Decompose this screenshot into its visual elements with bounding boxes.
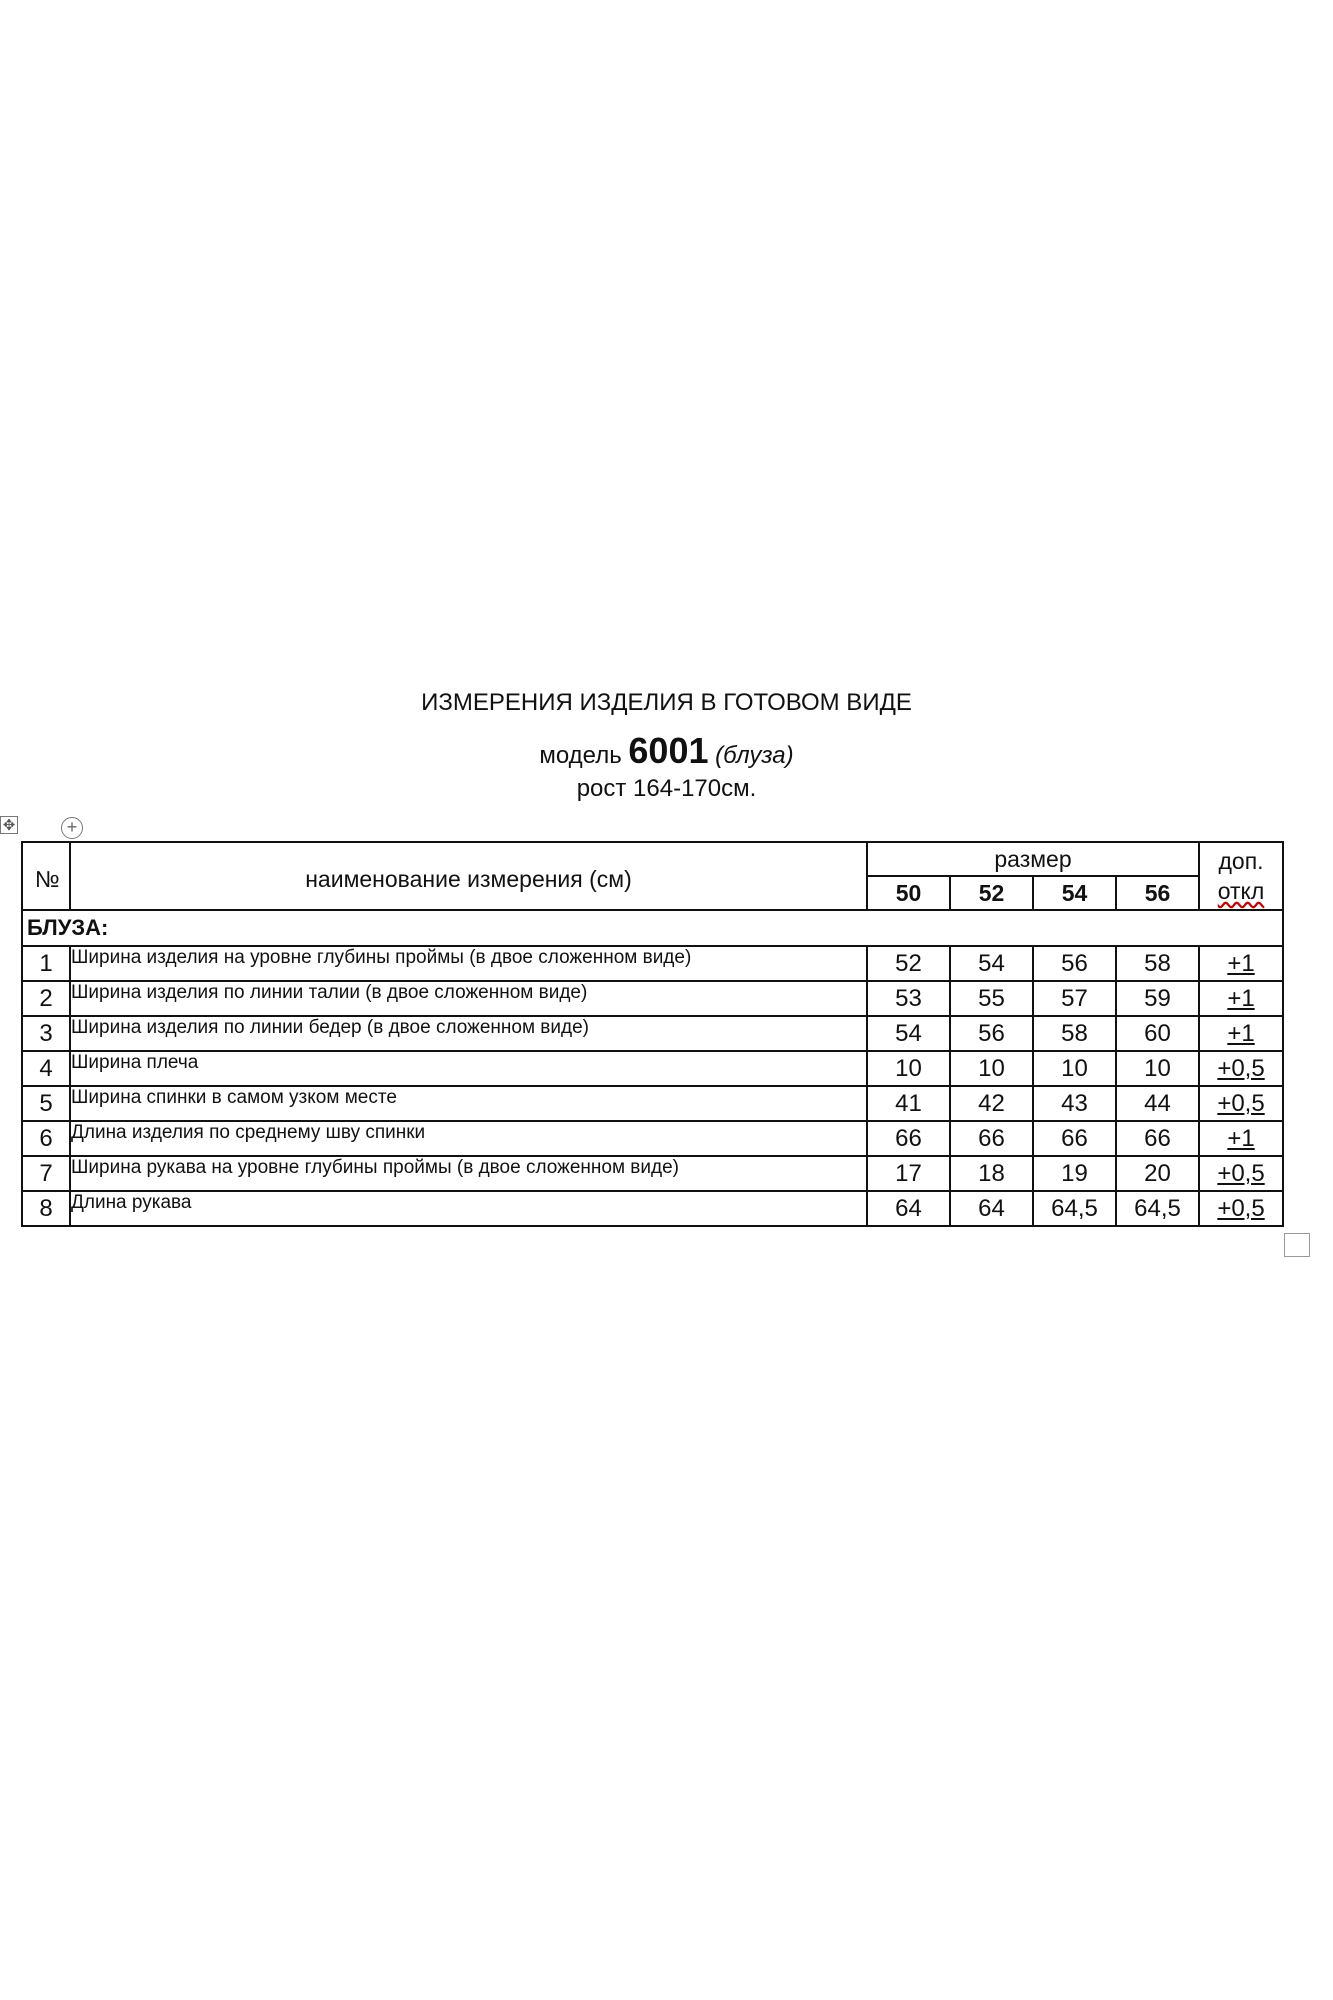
table-row [22, 1156, 1283, 1191]
tolerance-value: +0,5 [1199, 1086, 1283, 1121]
measurement-name: Ширина изделия на уровне глубины проймы (в двое сложенном виде) [70, 946, 867, 981]
tolerance-value: +1 [1199, 981, 1283, 1016]
size-value: 18 [950, 1156, 1033, 1191]
size-value: 43 [1033, 1086, 1116, 1121]
model-prefix: модель [539, 742, 622, 769]
size-value: 58 [1033, 1016, 1116, 1051]
size-value: 56 [1033, 946, 1116, 981]
size-value: 57 [1033, 981, 1116, 1016]
size-value: 66 [867, 1121, 950, 1156]
size-value: 53 [867, 981, 950, 1016]
tolerance-value: +0,5 [1199, 1191, 1283, 1226]
table-row [22, 1051, 1283, 1086]
size-header: 50 [867, 876, 950, 910]
measurement-name: Ширина рукава на уровне глубины проймы (в двое сложенном виде) [70, 1156, 867, 1191]
size-value: 19 [1033, 1156, 1116, 1191]
size-value: 10 [950, 1051, 1033, 1086]
size-value: 54 [950, 946, 1033, 981]
size-value: 64,5 [1116, 1191, 1199, 1226]
table-move-handle-icon[interactable]: ✥ [0, 816, 18, 834]
size-value: 17 [867, 1156, 950, 1191]
size-value: 10 [1116, 1051, 1199, 1086]
header-size: размер [867, 842, 1199, 876]
row-number: 1 [22, 946, 70, 981]
header-tolerance-line2: откл [1217, 878, 1265, 904]
size-value: 60 [1116, 1016, 1199, 1051]
measurements-table [21, 841, 1284, 1227]
table-row [22, 981, 1283, 1016]
size-value: 20 [1116, 1156, 1199, 1191]
header-tolerance [1199, 842, 1283, 910]
size-value: 42 [950, 1086, 1033, 1121]
size-value: 64 [950, 1191, 1033, 1226]
size-value: 56 [950, 1016, 1033, 1051]
table-row [22, 1121, 1283, 1156]
size-value: 66 [1033, 1121, 1116, 1156]
measurement-name: Ширина спинки в самом узком месте [70, 1086, 867, 1121]
insert-column-icon[interactable]: + [61, 817, 83, 839]
header-tolerance-line1: доп. [1218, 848, 1264, 874]
table-row [22, 1086, 1283, 1121]
tolerance-value: +1 [1199, 1016, 1283, 1051]
header-measurement-name: наименование измерения (см) [70, 842, 867, 910]
model-line [0, 730, 1333, 772]
header-number: № [22, 842, 70, 910]
table-row [22, 1016, 1283, 1051]
row-number: 5 [22, 1086, 70, 1121]
row-number: 2 [22, 981, 70, 1016]
measurement-name: Ширина изделия по линии талии (в двое сложенном виде) [70, 981, 867, 1016]
size-value: 64,5 [1033, 1191, 1116, 1226]
size-value: 64 [867, 1191, 950, 1226]
size-value: 10 [867, 1051, 950, 1086]
measurement-name: Длина изделия по среднему шву спинки [70, 1121, 867, 1156]
row-number: 4 [22, 1051, 70, 1086]
size-value: 54 [867, 1016, 950, 1051]
end-of-row-marker [1284, 1233, 1310, 1257]
table-row [22, 946, 1283, 981]
tolerance-value: +1 [1199, 1121, 1283, 1156]
model-number: 6001 [628, 730, 709, 771]
measurement-name: Длина рукава [70, 1191, 867, 1226]
tolerance-value: +0,5 [1199, 1156, 1283, 1191]
size-value: 66 [1116, 1121, 1199, 1156]
document-title: ИЗМЕРЕНИЯ ИЗДЕЛИЯ В ГОТОВОМ ВИДЕ [421, 689, 912, 716]
size-header: 54 [1033, 876, 1116, 910]
measurement-name: Ширина плеча [70, 1051, 867, 1086]
size-value: 66 [950, 1121, 1033, 1156]
size-header: 56 [1116, 876, 1199, 910]
size-value: 58 [1116, 946, 1199, 981]
size-value: 52 [867, 946, 950, 981]
size-value: 10 [1033, 1051, 1116, 1086]
row-number: 6 [22, 1121, 70, 1156]
size-value: 41 [867, 1086, 950, 1121]
height-range: рост 164-170см. [576, 775, 757, 802]
row-number: 8 [22, 1191, 70, 1226]
size-value: 55 [950, 981, 1033, 1016]
section-label: БЛУЗА: [22, 910, 1283, 946]
size-value: 59 [1116, 981, 1199, 1016]
measurement-name: Ширина изделия по линии бедер (в двое сложенном виде) [70, 1016, 867, 1051]
model-type: (блуза) [715, 742, 794, 769]
table-row [22, 1191, 1283, 1226]
row-number: 3 [22, 1016, 70, 1051]
row-number: 7 [22, 1156, 70, 1191]
tolerance-value: +0,5 [1199, 1051, 1283, 1086]
tolerance-value: +1 [1199, 946, 1283, 981]
size-value: 44 [1116, 1086, 1199, 1121]
size-header: 52 [950, 876, 1033, 910]
